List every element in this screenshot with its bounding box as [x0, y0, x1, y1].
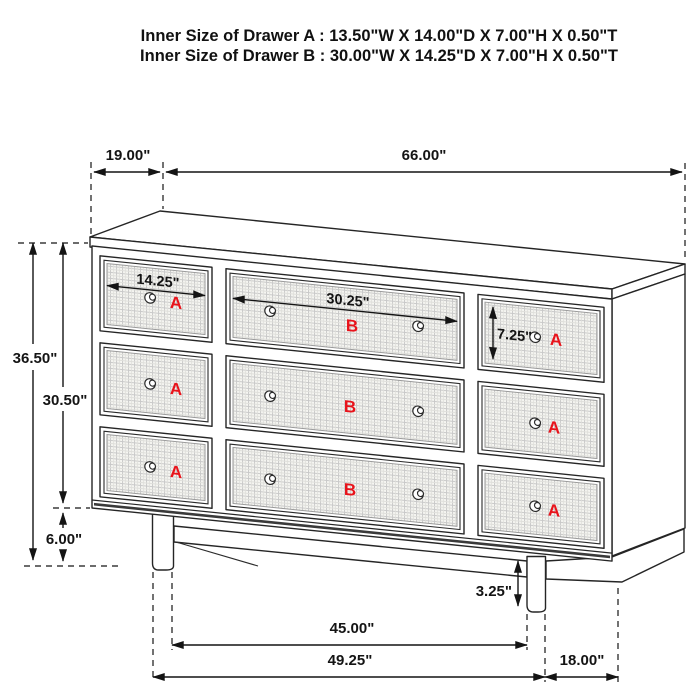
drawer-a-inner-size-text: Inner Size of Drawer A : 13.50"W X 14.00"D X 7.00"H X 0.50"T [140, 27, 618, 45]
leg-span-inner-label: 45.00" [329, 620, 375, 637]
total-height-label: 36.50" [12, 350, 58, 367]
drawer-a-right-bottom [478, 465, 604, 548]
leg-height-label: 6.00" [45, 531, 83, 548]
drawer-b-width-label: 30.25" [326, 290, 370, 312]
dresser-front-face [92, 246, 612, 561]
body-height-label: 30.50" [42, 392, 88, 409]
drawer-a-left-top [100, 256, 212, 342]
side-depth-label: 18.00" [559, 652, 605, 669]
header [140, 27, 618, 65]
top-width-label: 66.00" [401, 147, 447, 164]
drawer-a-right-middle [478, 381, 604, 466]
base-height-label: 3.25" [475, 583, 512, 600]
drawer-letter-a: A [547, 417, 561, 438]
dim-side-depth [545, 588, 618, 682]
leg-span-outer-label: 49.25" [327, 652, 373, 669]
drawer-letter-b: B [345, 315, 359, 337]
drawer-a-left-bottom [100, 427, 212, 508]
drawer-a-width-label: 14.25" [136, 271, 180, 292]
left-leg [153, 514, 174, 570]
drawer-letter-a: A [547, 500, 561, 521]
drawer-letter-b: B [343, 479, 357, 500]
dim-body-height [43, 243, 90, 508]
drawer-letter-a: A [169, 292, 183, 314]
right-leg [527, 557, 546, 613]
dim-leg-height [46, 513, 82, 561]
dresser-side-panel [612, 274, 685, 556]
top-depth-label: 19.00" [105, 147, 151, 164]
drawer-letter-a: A [169, 378, 183, 400]
drawer-letter-a: A [169, 461, 183, 483]
dim-leg-span-inner [172, 572, 527, 650]
drawer-letter-b: B [343, 396, 357, 417]
drawer-a-left-middle [100, 343, 212, 426]
drawer-letter-a: A [549, 329, 563, 350]
drawer-height-label: 7.25" [497, 326, 533, 346]
drawer-b-inner-size-text: Inner Size of Drawer B : 30.00"W X 14.25"D X 7.00"H X 0.50"T [140, 47, 618, 65]
dresser-drawing [90, 211, 685, 612]
